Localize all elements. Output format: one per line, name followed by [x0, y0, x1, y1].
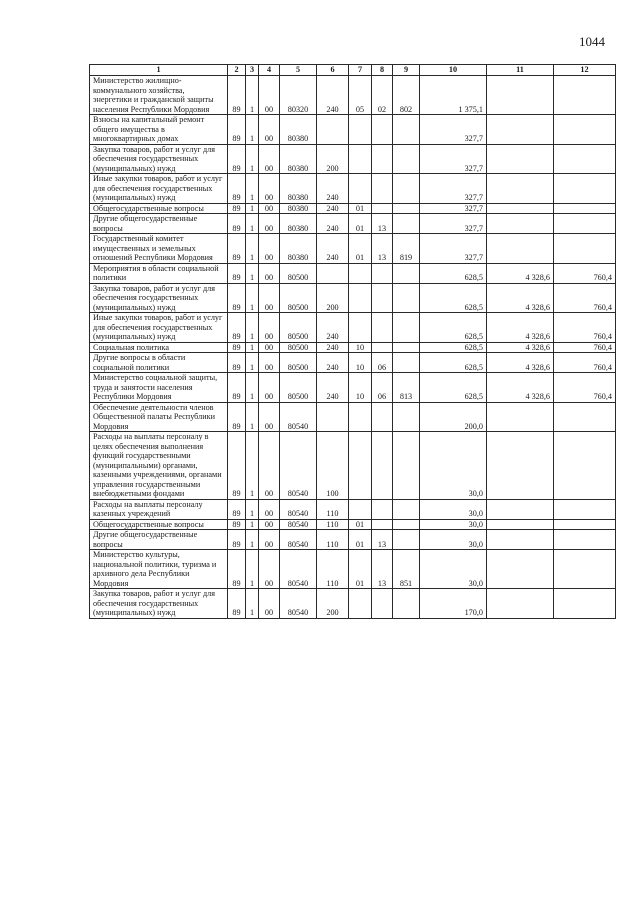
amount-cell: 30,0: [420, 550, 487, 589]
code-cell: 01: [349, 234, 372, 264]
code-cell: [393, 353, 420, 373]
code-cell: 1: [246, 263, 259, 283]
code-cell: 89: [228, 214, 246, 234]
table-row: [90, 203, 616, 214]
code-cell: [349, 283, 372, 313]
amount-cell: [554, 203, 616, 214]
amount-cell: [554, 519, 616, 530]
code-cell: 00: [259, 353, 280, 373]
code-cell: [349, 432, 372, 500]
table-row: [90, 373, 616, 403]
code-cell: 02: [372, 76, 393, 115]
column-header: 9: [393, 65, 420, 76]
code-cell: [317, 402, 349, 432]
page-number: 1044: [579, 34, 605, 49]
code-cell: 89: [228, 499, 246, 519]
amount-cell: [487, 76, 554, 115]
code-cell: 00: [259, 76, 280, 115]
row-name-cell: Закупка товаров, работ и услуг для обеспечения государственных (муниципальных) нужд: [90, 144, 228, 174]
code-cell: [372, 499, 393, 519]
table-row: [90, 234, 616, 264]
column-header: 8: [372, 65, 393, 76]
code-cell: 00: [259, 342, 280, 353]
row-name-cell: Расходы на выплаты персоналу в целях обеспечения выполнения функций государственными (муниципальными) органами, казенными учреждениями, органами управления государственными внебюджетными фондами: [90, 432, 228, 500]
code-cell: 110: [317, 530, 349, 550]
column-header: 11: [487, 65, 554, 76]
code-cell: [349, 115, 372, 145]
code-cell: 06: [372, 353, 393, 373]
table-row: [90, 313, 616, 343]
amount-cell: 327,7: [420, 214, 487, 234]
amount-cell: 760,4: [554, 263, 616, 283]
code-cell: 240: [317, 353, 349, 373]
code-cell: 110: [317, 499, 349, 519]
code-cell: [393, 214, 420, 234]
code-cell: 80540: [280, 550, 317, 589]
amount-cell: [554, 550, 616, 589]
code-cell: 01: [349, 550, 372, 589]
amount-cell: [554, 234, 616, 264]
row-name-cell: Взносы на капитальный ремонт общего имущества в многоквартирных домах: [90, 115, 228, 145]
code-cell: 13: [372, 550, 393, 589]
column-header: 12: [554, 65, 616, 76]
column-header: 6: [317, 65, 349, 76]
code-cell: [372, 283, 393, 313]
code-cell: 813: [393, 373, 420, 403]
code-cell: 1: [246, 115, 259, 145]
code-cell: 89: [228, 519, 246, 530]
code-cell: [349, 144, 372, 174]
code-cell: 1: [246, 530, 259, 550]
code-cell: [349, 589, 372, 619]
row-name-cell: Обеспечение деятельности членов Общественной палаты Республики Мордовия: [90, 402, 228, 432]
code-cell: 802: [393, 76, 420, 115]
table-row: [90, 76, 616, 115]
amount-cell: [487, 234, 554, 264]
code-cell: [372, 115, 393, 145]
code-cell: [372, 263, 393, 283]
code-cell: 06: [372, 373, 393, 403]
code-cell: 1: [246, 499, 259, 519]
code-cell: 80320: [280, 76, 317, 115]
amount-cell: [487, 174, 554, 204]
amount-cell: 30,0: [420, 499, 487, 519]
code-cell: 80500: [280, 373, 317, 403]
row-name-cell: Министерство культуры, национальной политики, туризма и архивного дела Республики Мордовия: [90, 550, 228, 589]
code-cell: [372, 203, 393, 214]
amount-cell: [487, 203, 554, 214]
code-cell: 89: [228, 353, 246, 373]
code-cell: 1: [246, 589, 259, 619]
code-cell: 01: [349, 530, 372, 550]
code-cell: 89: [228, 373, 246, 403]
code-cell: 80380: [280, 144, 317, 174]
code-cell: [349, 263, 372, 283]
code-cell: 1: [246, 144, 259, 174]
code-cell: 1: [246, 342, 259, 353]
code-cell: 80540: [280, 519, 317, 530]
column-header: 5: [280, 65, 317, 76]
code-cell: [393, 263, 420, 283]
code-cell: 89: [228, 234, 246, 264]
table-row: [90, 432, 616, 500]
amount-cell: 327,7: [420, 144, 487, 174]
table-row: [90, 402, 616, 432]
code-cell: 89: [228, 263, 246, 283]
code-cell: 00: [259, 313, 280, 343]
code-cell: 89: [228, 530, 246, 550]
table-row: [90, 342, 616, 353]
code-cell: 200: [317, 589, 349, 619]
table-row: [90, 174, 616, 204]
amount-cell: [487, 530, 554, 550]
code-cell: 10: [349, 342, 372, 353]
table-row: [90, 530, 616, 550]
code-cell: [372, 589, 393, 619]
code-cell: 240: [317, 313, 349, 343]
code-cell: 00: [259, 214, 280, 234]
row-name-cell: Общегосударственные вопросы: [90, 203, 228, 214]
code-cell: [393, 342, 420, 353]
code-cell: [393, 499, 420, 519]
code-cell: 80380: [280, 115, 317, 145]
code-cell: 89: [228, 402, 246, 432]
table-row: [90, 550, 616, 589]
amount-cell: [554, 499, 616, 519]
code-cell: 00: [259, 499, 280, 519]
amount-cell: 628,5: [420, 373, 487, 403]
amount-cell: 4 328,6: [487, 342, 554, 353]
code-cell: 1: [246, 76, 259, 115]
code-cell: 01: [349, 203, 372, 214]
amount-cell: 628,5: [420, 283, 487, 313]
code-cell: [349, 313, 372, 343]
code-cell: 80380: [280, 174, 317, 204]
code-cell: 00: [259, 203, 280, 214]
amount-cell: 628,5: [420, 313, 487, 343]
code-cell: 1: [246, 313, 259, 343]
amount-cell: 170,0: [420, 589, 487, 619]
code-cell: 00: [259, 519, 280, 530]
code-cell: 240: [317, 203, 349, 214]
code-cell: [372, 402, 393, 432]
column-header: 7: [349, 65, 372, 76]
amount-cell: [554, 530, 616, 550]
code-cell: [372, 144, 393, 174]
code-cell: 80540: [280, 432, 317, 500]
amount-cell: 30,0: [420, 530, 487, 550]
code-cell: [393, 402, 420, 432]
code-cell: 00: [259, 550, 280, 589]
amount-cell: [487, 589, 554, 619]
code-cell: 89: [228, 589, 246, 619]
code-cell: 240: [317, 234, 349, 264]
code-cell: 00: [259, 530, 280, 550]
code-cell: 89: [228, 342, 246, 353]
amount-cell: 760,4: [554, 353, 616, 373]
code-cell: 240: [317, 373, 349, 403]
amount-cell: 4 328,6: [487, 283, 554, 313]
code-cell: 80380: [280, 203, 317, 214]
code-cell: 00: [259, 283, 280, 313]
table-row: [90, 283, 616, 313]
row-name-cell: Социальная политика: [90, 342, 228, 353]
amount-cell: 628,5: [420, 353, 487, 373]
amount-cell: [554, 402, 616, 432]
code-cell: [393, 283, 420, 313]
column-header: 3: [246, 65, 259, 76]
row-name-cell: Другие вопросы в области социальной политики: [90, 353, 228, 373]
amount-cell: 628,5: [420, 263, 487, 283]
code-cell: [349, 499, 372, 519]
code-cell: 00: [259, 263, 280, 283]
code-cell: [317, 115, 349, 145]
code-cell: 819: [393, 234, 420, 264]
amount-cell: [487, 550, 554, 589]
table-row: [90, 263, 616, 283]
code-cell: 200: [317, 283, 349, 313]
code-cell: 80540: [280, 402, 317, 432]
code-cell: [349, 402, 372, 432]
code-cell: [393, 530, 420, 550]
amount-cell: 4 328,6: [487, 373, 554, 403]
amount-cell: 30,0: [420, 432, 487, 500]
code-cell: 10: [349, 373, 372, 403]
code-cell: 80500: [280, 283, 317, 313]
code-cell: 1: [246, 214, 259, 234]
table-header-row: [90, 65, 616, 76]
code-cell: [393, 432, 420, 500]
code-cell: [393, 519, 420, 530]
code-cell: 89: [228, 115, 246, 145]
code-cell: [393, 313, 420, 343]
code-cell: 1: [246, 402, 259, 432]
row-name-cell: Министерство социальной защиты, труда и занятости населения Республики Мордовия: [90, 373, 228, 403]
row-name-cell: Другие общегосударственные вопросы: [90, 214, 228, 234]
code-cell: 1: [246, 203, 259, 214]
code-cell: 1: [246, 432, 259, 500]
code-cell: [393, 174, 420, 204]
code-cell: 00: [259, 402, 280, 432]
code-cell: [372, 174, 393, 204]
code-cell: 89: [228, 283, 246, 313]
code-cell: 1: [246, 353, 259, 373]
code-cell: 00: [259, 589, 280, 619]
row-name-cell: Закупка товаров, работ и услуг для обеспечения государственных (муниципальных) нужд: [90, 283, 228, 313]
code-cell: 01: [349, 214, 372, 234]
row-name-cell: Расходы на выплаты персоналу казенных учреждений: [90, 499, 228, 519]
code-cell: [372, 313, 393, 343]
table-row: [90, 214, 616, 234]
row-name-cell: Другие общегосударственные вопросы: [90, 530, 228, 550]
amount-cell: 760,4: [554, 342, 616, 353]
amount-cell: [487, 432, 554, 500]
amount-cell: [487, 214, 554, 234]
table-row: [90, 115, 616, 145]
code-cell: 1: [246, 234, 259, 264]
code-cell: 80380: [280, 234, 317, 264]
amount-cell: [487, 402, 554, 432]
code-cell: [393, 589, 420, 619]
code-cell: 89: [228, 174, 246, 204]
code-cell: 100: [317, 432, 349, 500]
code-cell: 00: [259, 174, 280, 204]
code-cell: 851: [393, 550, 420, 589]
amount-cell: 760,4: [554, 313, 616, 343]
amount-cell: [554, 76, 616, 115]
amount-cell: [554, 589, 616, 619]
code-cell: 110: [317, 519, 349, 530]
code-cell: 1: [246, 519, 259, 530]
table-row: [90, 353, 616, 373]
row-name-cell: Мероприятия в области социальной политики: [90, 263, 228, 283]
code-cell: 1: [246, 174, 259, 204]
code-cell: 13: [372, 234, 393, 264]
amount-cell: 327,7: [420, 234, 487, 264]
amount-cell: [554, 174, 616, 204]
code-cell: [393, 115, 420, 145]
code-cell: 1: [246, 283, 259, 313]
amount-cell: 327,7: [420, 115, 487, 145]
table-row: [90, 144, 616, 174]
code-cell: [393, 203, 420, 214]
code-cell: 00: [259, 115, 280, 145]
code-cell: 00: [259, 234, 280, 264]
column-header: 2: [228, 65, 246, 76]
table-row: [90, 519, 616, 530]
code-cell: 00: [259, 432, 280, 500]
code-cell: [393, 144, 420, 174]
code-cell: 00: [259, 144, 280, 174]
amount-cell: 760,4: [554, 283, 616, 313]
code-cell: 89: [228, 203, 246, 214]
code-cell: 1: [246, 550, 259, 589]
row-name-cell: Государственный комитет имущественных и земельных отношений Республики Мордовия: [90, 234, 228, 264]
code-cell: 13: [372, 214, 393, 234]
table-body: [90, 76, 616, 619]
amount-cell: [487, 115, 554, 145]
amount-cell: 327,7: [420, 203, 487, 214]
table-row: [90, 499, 616, 519]
code-cell: 240: [317, 76, 349, 115]
code-cell: 89: [228, 432, 246, 500]
code-cell: 80380: [280, 214, 317, 234]
code-cell: 240: [317, 214, 349, 234]
code-cell: 240: [317, 342, 349, 353]
column-header: 1: [90, 65, 228, 76]
amount-cell: [554, 214, 616, 234]
column-header: 4: [259, 65, 280, 76]
code-cell: 240: [317, 174, 349, 204]
amount-cell: [554, 115, 616, 145]
code-cell: 89: [228, 144, 246, 174]
amount-cell: 628,5: [420, 342, 487, 353]
code-cell: 89: [228, 550, 246, 589]
row-name-cell: Общегосударственные вопросы: [90, 519, 228, 530]
code-cell: 80500: [280, 313, 317, 343]
code-cell: 1: [246, 373, 259, 403]
code-cell: 89: [228, 76, 246, 115]
code-cell: 00: [259, 373, 280, 403]
budget-table: [89, 64, 616, 619]
code-cell: 80500: [280, 342, 317, 353]
code-cell: 80540: [280, 530, 317, 550]
amount-cell: 327,7: [420, 174, 487, 204]
code-cell: [317, 263, 349, 283]
column-header: 10: [420, 65, 487, 76]
code-cell: 80500: [280, 353, 317, 373]
row-name-cell: Министерство жилищно-коммунального хозяйства, энергетики и гражданской защиты населения Республики Мордовия: [90, 76, 228, 115]
code-cell: 110: [317, 550, 349, 589]
amount-cell: [487, 144, 554, 174]
code-cell: 200: [317, 144, 349, 174]
amount-cell: 1 375,1: [420, 76, 487, 115]
amount-cell: [554, 432, 616, 500]
row-name-cell: Иные закупки товаров, работ и услуг для обеспечения государственных (муниципальных) нужд: [90, 174, 228, 204]
amount-cell: 4 328,6: [487, 263, 554, 283]
code-cell: [349, 174, 372, 204]
code-cell: 89: [228, 313, 246, 343]
amount-cell: [487, 519, 554, 530]
code-cell: 10: [349, 353, 372, 373]
code-cell: 01: [349, 519, 372, 530]
amount-cell: 4 328,6: [487, 353, 554, 373]
table-row: [90, 589, 616, 619]
code-cell: 13: [372, 530, 393, 550]
code-cell: 80500: [280, 263, 317, 283]
amount-cell: [487, 499, 554, 519]
amount-cell: 30,0: [420, 519, 487, 530]
amount-cell: 760,4: [554, 373, 616, 403]
code-cell: 05: [349, 76, 372, 115]
amount-cell: 4 328,6: [487, 313, 554, 343]
code-cell: 80540: [280, 499, 317, 519]
amount-cell: [554, 144, 616, 174]
amount-cell: 200,0: [420, 402, 487, 432]
code-cell: [372, 432, 393, 500]
code-cell: [372, 519, 393, 530]
code-cell: [372, 342, 393, 353]
code-cell: 80540: [280, 589, 317, 619]
row-name-cell: Иные закупки товаров, работ и услуг для обеспечения государственных (муниципальных) нужд: [90, 313, 228, 343]
row-name-cell: Закупка товаров, работ и услуг для обеспечения государственных (муниципальных) нужд: [90, 589, 228, 619]
